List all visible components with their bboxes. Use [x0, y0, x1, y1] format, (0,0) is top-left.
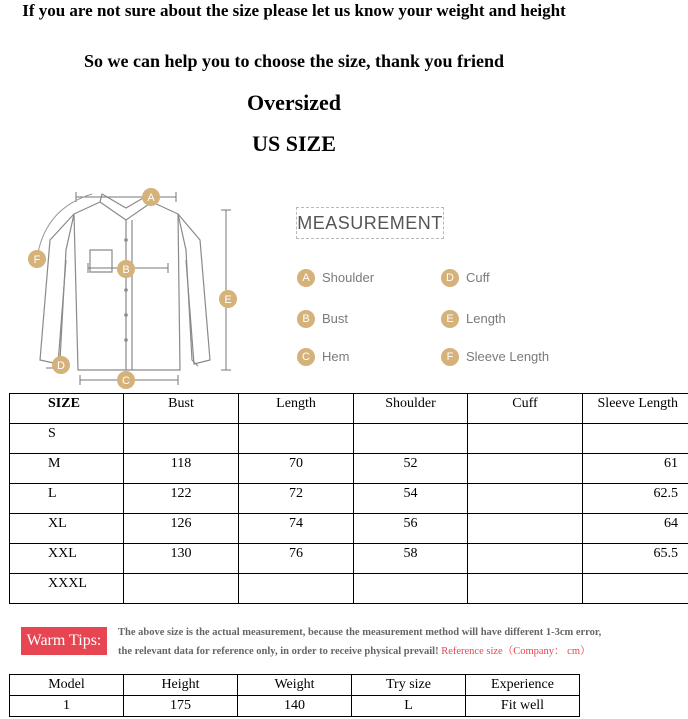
table-cell: 64 [583, 514, 688, 544]
table-cell: L [10, 484, 124, 514]
table-cell [468, 484, 583, 514]
marker-e-icon: E [441, 310, 459, 328]
table-cell: XXL [10, 544, 124, 574]
reference-size-note: Reference size（Company： cm） [441, 646, 591, 657]
size-table-header [10, 394, 688, 424]
model-fit-table [9, 674, 580, 717]
table-cell [468, 514, 583, 544]
svg-text:A: A [147, 192, 155, 204]
marker-b-icon: B [297, 310, 315, 328]
table-cell: 61 [583, 454, 688, 484]
table-row [10, 696, 580, 717]
fit-title: Oversized [246, 90, 342, 115]
svg-text:C: C [122, 375, 130, 387]
table-cell: Fit well [466, 696, 580, 717]
size-chart-table [9, 393, 688, 604]
table-cell: M [10, 454, 124, 484]
table-cell: 130 [124, 544, 239, 574]
table-cell [124, 574, 239, 604]
table-cell: 58 [354, 544, 468, 574]
column-header: Cuff [468, 394, 583, 424]
table-cell: 122 [124, 484, 239, 514]
marker-a-icon: A [297, 269, 315, 287]
table-cell: L [352, 696, 466, 717]
column-header: Try size [352, 675, 466, 696]
measurement-title: MEASUREMENT [296, 207, 444, 239]
table-row [10, 514, 688, 544]
column-header: Bust [124, 394, 239, 424]
table-row [10, 424, 688, 454]
table-cell: 76 [239, 544, 354, 574]
table-row [10, 454, 688, 484]
table-cell [354, 424, 468, 454]
table-cell: 118 [124, 454, 239, 484]
column-header: Shoulder [354, 394, 468, 424]
svg-text:E: E [224, 294, 232, 306]
table-cell: 175 [124, 696, 238, 717]
table-cell [239, 574, 354, 604]
table-cell: S [10, 424, 124, 454]
marker-d-icon: D [441, 269, 459, 287]
table-cell [468, 574, 583, 604]
table-cell: 52 [354, 454, 468, 484]
column-header: Length [239, 394, 354, 424]
column-header: Height [124, 675, 238, 696]
warm-tips-line-1: The above size is the actual measurement, because the measurement method will have different 1-3cm error, [118, 627, 602, 638]
column-header: Weight [238, 675, 352, 696]
table-row [10, 484, 688, 514]
table-cell [468, 544, 583, 574]
size-help-subtext: So we can help you to choose the size, thank you friend [83, 51, 505, 71]
shirt-illustration [0, 180, 270, 392]
table-cell: 54 [354, 484, 468, 514]
table-cell [124, 424, 239, 454]
table-row [10, 574, 688, 604]
table-row [10, 544, 688, 574]
table-cell: XXXL [10, 574, 124, 604]
marker-c-icon: C [297, 348, 315, 366]
model-table-header [10, 675, 580, 696]
svg-text:F: F [33, 254, 41, 266]
table-cell: 65.5 [583, 544, 688, 574]
table-cell: 74 [239, 514, 354, 544]
column-header: Sleeve Length [583, 394, 688, 424]
marker-f-icon: F [441, 348, 459, 366]
table-cell [354, 574, 468, 604]
table-cell [583, 424, 688, 454]
table-cell: 72 [239, 484, 354, 514]
warm-tips-badge: Warm Tips: [21, 627, 107, 655]
table-cell: 126 [124, 514, 239, 544]
column-header: Experience [466, 675, 580, 696]
table-cell: XL [10, 514, 124, 544]
column-header: Model [10, 675, 124, 696]
svg-text:B: B [122, 264, 130, 276]
table-cell: 62.5 [583, 484, 688, 514]
measurement-diagram: A B C D E F MEASUREMENT A Shoulder B Bust C Hem D Cuff E Length F Sleeve Length [0, 180, 688, 392]
table-cell: 140 [238, 696, 352, 717]
size-help-text: If you are not sure about the size please let us know your weight and height [22, 1, 566, 20]
table-cell [239, 424, 354, 454]
warm-tips-line-2: the relevant data for reference only, in order to receive physical prevail! Reference size（Company： cm） [118, 646, 591, 657]
table-cell: 56 [354, 514, 468, 544]
table-cell [583, 574, 688, 604]
table-cell [468, 424, 583, 454]
table-cell: 1 [10, 696, 124, 717]
size-system-title: US SIZE [252, 131, 336, 156]
column-header: SIZE [10, 394, 124, 424]
table-cell: 70 [239, 454, 354, 484]
table-cell [468, 454, 583, 484]
svg-text:D: D [57, 360, 65, 372]
